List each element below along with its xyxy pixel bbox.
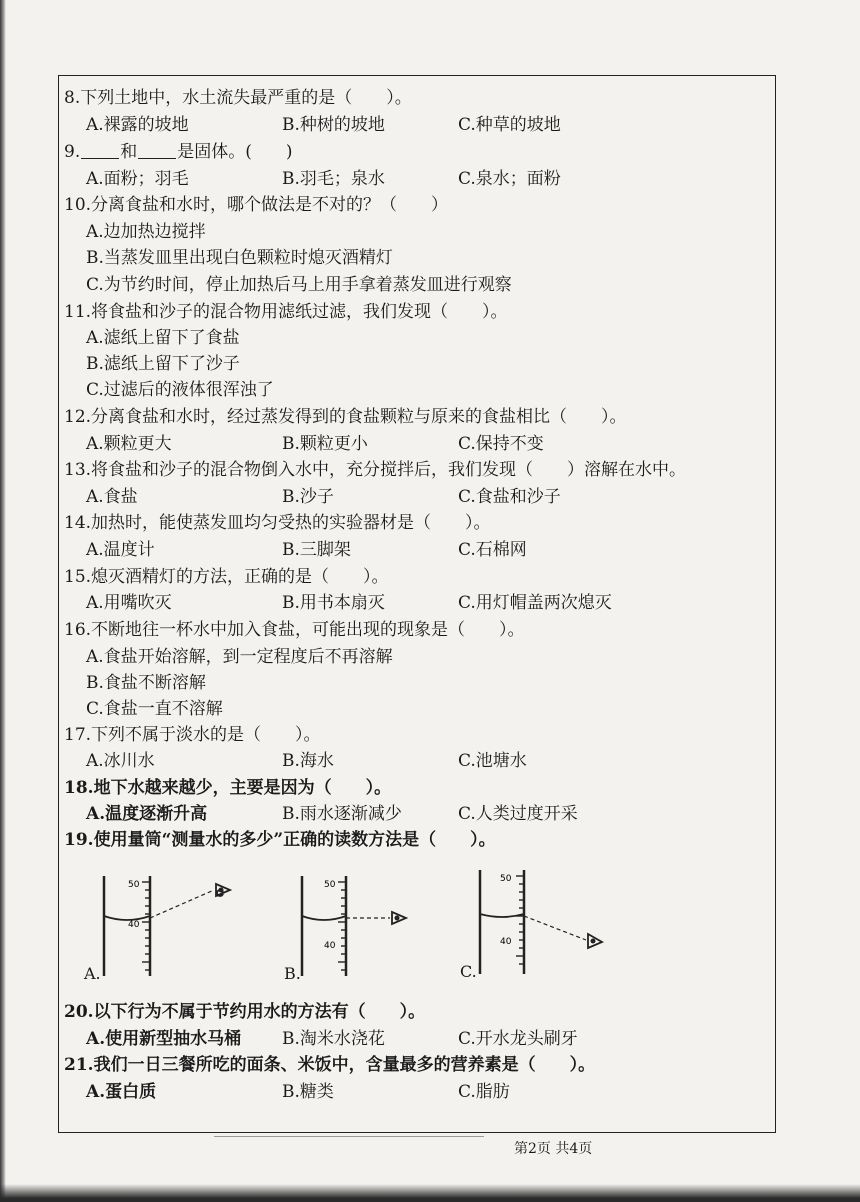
- question-12: 12.分离食盐和水时，经过蒸发得到的食盐颗粒与原来的食盐相比（ ）。: [64, 407, 627, 427]
- cylinder-a-tick-50: 50: [128, 880, 140, 890]
- q15-option-b[interactable]: B.用书本扇灭: [282, 593, 385, 613]
- question-15: 15.熄灭酒精灯的方法，正确的是（ ）。: [64, 567, 389, 587]
- cylinder-b-tick-50: 50: [324, 880, 336, 890]
- q9-option-c[interactable]: C.泉水；面粉: [458, 169, 561, 189]
- question-21: 21.我们一日三餐所吃的面条、米饭中，含量最多的营养素是（ ）。: [64, 1055, 596, 1075]
- page-number: 第2页 共4页: [514, 1141, 593, 1157]
- question-14: 14.加热时，能使蒸发皿均匀受热的实验器材是（ ）。: [64, 513, 491, 533]
- question-8: 8.下列土地中，水土流失最严重的是（ ）。: [64, 88, 412, 108]
- cylinder-a-tick-40: 40: [128, 920, 140, 930]
- q19-option-b-label: B.: [284, 964, 301, 983]
- scan-bottom-edge: [0, 1184, 860, 1202]
- q9-blank-2[interactable]: [138, 142, 176, 159]
- q20-option-c[interactable]: C.开水龙头刷牙: [458, 1029, 578, 1049]
- q17-option-a[interactable]: A.冰川水: [86, 751, 155, 771]
- question-18: 18.地下水越来越少，主要是因为（ ）。: [64, 778, 392, 798]
- q10-option-c[interactable]: C.为节约时间，停止加热后马上用手拿着蒸发皿进行观察: [86, 275, 512, 295]
- q21-option-c[interactable]: C.脂肪: [458, 1082, 510, 1102]
- footer-divider: [214, 1136, 484, 1137]
- cylinder-c-illustration: [462, 862, 652, 982]
- question-13: 13.将食盐和沙子的混合物倒入水中，充分搅拌后，我们发现（ ）溶解在水中。: [64, 460, 687, 480]
- q18-option-c[interactable]: C.人类过度开采: [458, 804, 578, 824]
- question-19: 19.使用量筒“测量水的多少”正确的读数方法是（ ）。: [64, 830, 496, 850]
- q10-option-b[interactable]: B.当蒸发皿里出现白色颗粒时熄灭酒精灯: [86, 248, 393, 268]
- q14-option-c[interactable]: C.石棉网: [458, 540, 527, 560]
- q8-option-b[interactable]: B.种树的坡地: [282, 115, 385, 135]
- q19-option-a-label: A.: [84, 964, 101, 983]
- q9-option-b[interactable]: B.羽毛；泉水: [282, 169, 385, 189]
- cylinder-c-tick-50: 50: [500, 874, 512, 884]
- q11-option-b[interactable]: B.滤纸上留下了沙子: [86, 354, 240, 374]
- q16-option-a[interactable]: A.食盐开始溶解，到一定程度后不再溶解: [86, 647, 393, 667]
- q9-option-a[interactable]: A.面粉；羽毛: [86, 169, 189, 189]
- q16-option-c[interactable]: C.食盐一直不溶解: [86, 699, 223, 719]
- question-16: 16.不断地往一杯水中加入食盐，可能出现的现象是（ ）。: [64, 620, 525, 640]
- q8-option-a[interactable]: A.裸露的坡地: [86, 115, 189, 135]
- q17-option-c[interactable]: C.池塘水: [458, 751, 527, 771]
- q16-option-b[interactable]: B.食盐不断溶解: [86, 673, 206, 693]
- q18-option-a[interactable]: A.温度逐渐升高: [86, 804, 208, 824]
- q19-figure-a[interactable]: [84, 868, 274, 987]
- q11-option-c[interactable]: C.过滤后的液体很浑浊了: [86, 380, 274, 400]
- question-10: 10.分离食盐和水时，哪个做法是不对的？（ ）: [64, 195, 449, 215]
- q21-option-b[interactable]: B.糖类: [282, 1082, 334, 1102]
- question-20: 20.以下行为不属于节约用水的方法有（ ）。: [64, 1002, 426, 1022]
- q19-figure-c[interactable]: [462, 862, 652, 986]
- q19-figure-b[interactable]: [286, 868, 476, 987]
- q9-blank-1[interactable]: [81, 142, 119, 159]
- q20-option-a[interactable]: A.使用新型抽水马桶: [86, 1029, 242, 1049]
- q13-option-c[interactable]: C.食盐和沙子: [458, 487, 561, 507]
- q20-option-b[interactable]: B.淘米水浇花: [282, 1029, 385, 1049]
- q15-option-c[interactable]: C.用灯帽盖两次熄灭: [458, 593, 612, 613]
- q19-option-c-label: C.: [460, 962, 477, 981]
- cylinder-c-tick-40: 40: [500, 937, 512, 947]
- q17-option-b[interactable]: B.海水: [282, 751, 334, 771]
- q8-option-c[interactable]: C.种草的坡地: [458, 115, 561, 135]
- q10-option-a[interactable]: A.边加热边搅拌: [86, 222, 206, 242]
- cylinder-b-tick-40: 40: [324, 941, 336, 951]
- q12-option-c[interactable]: C.保持不变: [458, 434, 544, 454]
- question-11: 11.将食盐和沙子的混合物用滤纸过滤，我们发现（ ）。: [64, 302, 508, 322]
- q15-option-a[interactable]: A.用嘴吹灭: [86, 593, 172, 613]
- question-9: 9. 和 是固体。( ): [64, 142, 293, 162]
- q18-option-b[interactable]: B.雨水逐渐减少: [282, 804, 402, 824]
- scan-left-edge: [0, 0, 6, 1202]
- q14-option-b[interactable]: B.三脚架: [282, 540, 351, 560]
- question-17: 17.下列不属于淡水的是（ ）。: [64, 725, 321, 745]
- q11-option-a[interactable]: A.滤纸上留下了食盐: [86, 328, 240, 348]
- cylinder-b-illustration: [286, 868, 476, 983]
- q14-option-a[interactable]: A.温度计: [86, 540, 155, 560]
- q13-option-b[interactable]: B.沙子: [282, 487, 334, 507]
- q12-option-a[interactable]: A.颗粒更大: [86, 434, 172, 454]
- q21-option-a[interactable]: A.蛋白质: [86, 1082, 157, 1102]
- q13-option-a[interactable]: A.食盐: [86, 487, 138, 507]
- cylinder-a-illustration: [84, 868, 274, 983]
- q12-option-b[interactable]: B.颗粒更小: [282, 434, 368, 454]
